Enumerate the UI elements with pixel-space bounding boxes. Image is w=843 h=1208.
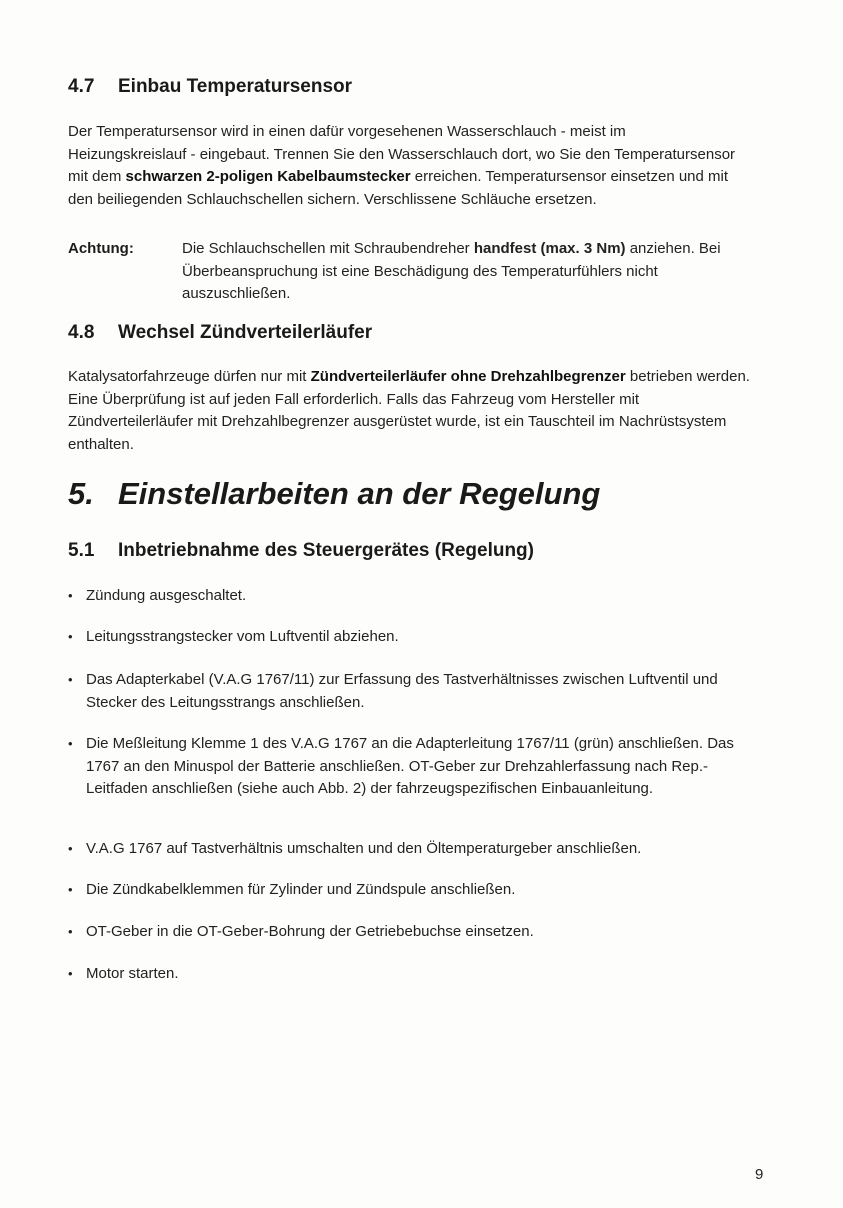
note-text-part: anziehen. Bei Überbeanspruchung ist eine Beschädigung des Temperaturfühlers nicht auszuschließen. bbox=[182, 240, 721, 302]
list-item-text: Das Adapterkabel (V.A.G 1767/11) zur Erfassung des Tastverhältnisses zwischen Luftventil und Stecker des Leitungsstrangs anschließen. bbox=[86, 671, 718, 711]
chapter-number: 5. bbox=[68, 476, 94, 511]
paragraph-text: Katalysatorfahrzeuge dürfen nur mit bbox=[68, 368, 311, 385]
bullet-glyph: • bbox=[68, 736, 73, 751]
section-4-7-paragraph bbox=[68, 121, 748, 211]
section-4-8-heading bbox=[68, 322, 372, 344]
section-title: Wechsel Zündverteilerläufer bbox=[118, 322, 373, 343]
note-text bbox=[182, 238, 742, 306]
page-number: 9 bbox=[755, 1166, 764, 1183]
bullet-glyph: • bbox=[68, 882, 73, 897]
bullet-glyph: • bbox=[68, 841, 73, 856]
list-item bbox=[68, 626, 766, 649]
section-title: Einbau Temperatursensor bbox=[118, 76, 353, 97]
note-text-part: Die Schlauchschellen mit Schraubendreher bbox=[182, 240, 474, 257]
list-item-text: Zündung ausgeschaltet. bbox=[86, 587, 247, 604]
bullet-glyph: • bbox=[68, 966, 73, 981]
chapter-5-heading bbox=[68, 476, 600, 512]
paragraph-text: betrieben werden. Eine Überprüfung ist auf jeden Fall erforderlich. Falls das Fahrzeug vom Hersteller mit Zündverteilerläufer mit Drehzahlbegrenzer ausgerüstet wurde, ist ein Tauschteil im Nachrüstsystem enthalten. bbox=[68, 368, 750, 453]
paragraph-text: erreichen. Temperatursensor einsetzen und mit den beiliegenden Schlauchschellen sichern. Verschlissene Schläuche ersetzen. bbox=[68, 168, 729, 208]
paragraph-text: Der Temperatursensor wird in einen dafür vorgesehenen Wasserschlauch - meist im Heizungskreislauf - eingebaut. Trennen Sie den Wasserschlauch dort, wo Sie den Temperatursensor mit dem bbox=[68, 123, 736, 185]
paragraph-bold-text: Zündverteilerläufer ohne Drehzahlbegrenzer bbox=[310, 368, 626, 385]
list-item bbox=[68, 585, 766, 608]
section-number: 4.8 bbox=[68, 322, 95, 343]
bullet-glyph: • bbox=[68, 672, 73, 687]
list-item-text: Motor starten. bbox=[86, 965, 179, 982]
list-item bbox=[68, 963, 766, 986]
section-title: Inbetriebnahme des Steuergerätes (Regelung) bbox=[118, 540, 534, 561]
list-item-text: Die Zündkabelklemmen für Zylinder und Zündspule anschließen. bbox=[86, 881, 516, 898]
list-item bbox=[68, 879, 766, 902]
bullet-glyph: • bbox=[68, 588, 73, 603]
list-item bbox=[68, 838, 766, 861]
list-item bbox=[68, 921, 766, 944]
paragraph-bold-text: schwarzen 2-poligen Kabelbaumstecker bbox=[125, 168, 411, 185]
section-4-8-paragraph bbox=[68, 366, 768, 456]
section-number: 5.1 bbox=[68, 540, 95, 561]
section-5-1-heading bbox=[68, 540, 534, 562]
note-bold-text: handfest (max. 3 Nm) bbox=[473, 240, 626, 257]
list-item-text: OT-Geber in die OT-Geber-Bohrung der Getriebebuchse einsetzen. bbox=[86, 923, 534, 940]
list-item bbox=[68, 669, 766, 714]
note-label: Achtung: bbox=[68, 240, 134, 257]
section-4-7-heading bbox=[68, 76, 352, 98]
list-item bbox=[68, 733, 766, 801]
chapter-title: Einstellarbeiten an der Regelung bbox=[118, 476, 601, 511]
section-number: 4.7 bbox=[68, 76, 95, 97]
list-item-text: Leitungsstrangstecker vom Luftventil abziehen. bbox=[86, 628, 399, 645]
bullet-glyph: • bbox=[68, 924, 73, 939]
bullet-glyph: • bbox=[68, 629, 73, 644]
list-item-text: Die Meßleitung Klemme 1 des V.A.G 1767 an die Adapterleitung 1767/11 (grün) anschließen. Das 1767 an den Minuspol der Batterie anschließen. OT-Geber zur Drehzahlerfassung nach Rep.-Leitfaden anschließen (siehe auch Abb. 2) der fahrzeugspezifischen Einbauanleitung. bbox=[86, 735, 734, 797]
list-item-text: V.A.G 1767 auf Tastverhältnis umschalten und den Öltemperaturgeber anschließen. bbox=[86, 840, 642, 857]
